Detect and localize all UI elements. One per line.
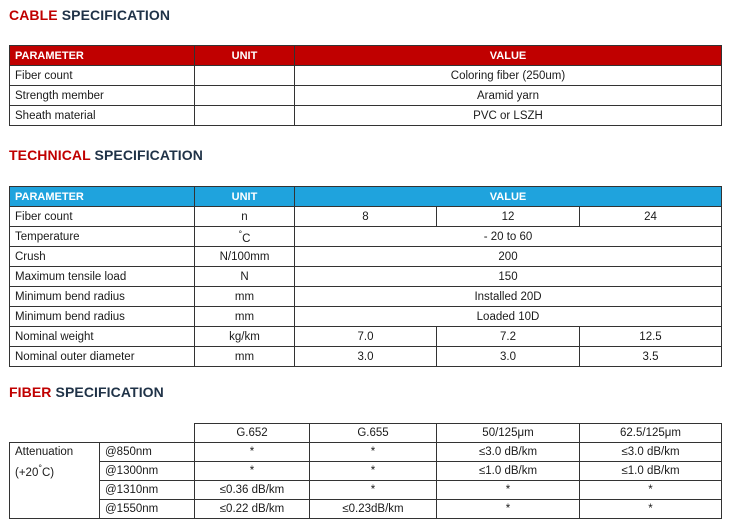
table-row xyxy=(10,481,722,500)
parameter-cell: Strength member xyxy=(10,86,195,106)
value-cell: PVC or LSZH xyxy=(295,106,722,126)
unit-cell: N/100mm xyxy=(195,247,295,267)
header-parameter: PARAMETER xyxy=(10,46,195,66)
value-cell: * xyxy=(437,481,580,500)
fiber-type-header: G.655 xyxy=(310,424,437,443)
fiber-spec-table xyxy=(9,423,722,519)
cable-spec-table xyxy=(9,45,722,126)
unit-cell xyxy=(195,227,295,247)
table-row xyxy=(10,287,722,307)
value-cell: 7.0 xyxy=(295,327,437,347)
value-cell: Installed 20D xyxy=(295,287,722,307)
cable-spec-heading: CABLE SPECIFICATION xyxy=(9,7,171,23)
table-row xyxy=(10,267,722,287)
value-cell: 3.0 xyxy=(437,347,580,367)
value-cell: 24 xyxy=(580,207,722,227)
technical-spec-heading: TECHNICAL SPECIFICATION xyxy=(9,147,203,163)
unit-cell xyxy=(195,66,295,86)
fiber-type-header: 62.5/125μm xyxy=(580,424,722,443)
unit-cell: N xyxy=(195,267,295,287)
technical-spec-table xyxy=(9,186,722,367)
value-cell: * xyxy=(437,500,580,519)
condition-label: (+20°C) xyxy=(10,462,100,481)
unit-cell: mm xyxy=(195,287,295,307)
parameter-cell: Crush xyxy=(10,247,195,267)
value-cell: * xyxy=(195,443,310,462)
table-header-row xyxy=(10,187,722,207)
header-value: VALUE xyxy=(295,187,722,207)
unit-cell: mm xyxy=(195,307,295,327)
unit-cell: kg/km xyxy=(195,327,295,347)
fiber-type-header: 50/125μm xyxy=(437,424,580,443)
value-cell: 3.5 xyxy=(580,347,722,367)
table-header-row xyxy=(10,46,722,66)
wavelength-cell: @1310nm xyxy=(100,481,195,500)
parameter-cell: Fiber count xyxy=(10,207,195,227)
unit-cell xyxy=(195,106,295,126)
parameter-cell: Nominal outer diameter xyxy=(10,347,195,367)
parameter-cell: Sheath material xyxy=(10,106,195,126)
parameter-cell: Nominal weight xyxy=(10,327,195,347)
wavelength-cell: @1550nm xyxy=(100,500,195,519)
parameter-cell: Temperature xyxy=(10,227,195,247)
unit-cell xyxy=(195,86,295,106)
wavelength-cell: @850nm xyxy=(100,443,195,462)
value-cell: ≤0.36 dB/km xyxy=(195,481,310,500)
parameter-cell: Maximum tensile load xyxy=(10,267,195,287)
fiber-type-header: G.652 xyxy=(195,424,310,443)
value-cell: - 20 to 60 xyxy=(295,227,722,247)
value-cell: Coloring fiber (250um) xyxy=(295,66,722,86)
value-cell: * xyxy=(310,481,437,500)
header-value: VALUE xyxy=(295,46,722,66)
wavelength-cell: @1300nm xyxy=(100,462,195,481)
unit-cell: mm xyxy=(195,347,295,367)
value-cell: 12.5 xyxy=(580,327,722,347)
table-row xyxy=(10,462,722,481)
parameter-cell: Fiber count xyxy=(10,66,195,86)
unit-celsius: C xyxy=(242,232,251,245)
attenuation-label: Attenuation xyxy=(10,443,100,462)
value-cell: Loaded 10D xyxy=(295,307,722,327)
header-parameter: PARAMETER xyxy=(10,187,195,207)
value-cell: 12 xyxy=(437,207,580,227)
table-row xyxy=(10,500,722,519)
value-cell: ≤1.0 dB/km xyxy=(580,462,722,481)
table-row xyxy=(10,443,722,462)
table-row xyxy=(10,106,722,126)
value-cell: ≤3.0 dB/km xyxy=(437,443,580,462)
table-row xyxy=(10,247,722,267)
value-cell: ≤1.0 dB/km xyxy=(437,462,580,481)
header-unit: UNIT xyxy=(195,46,295,66)
table-row xyxy=(10,307,722,327)
fiber-spec-heading: FIBER SPECIFICATION xyxy=(9,384,164,400)
value-cell: 200 xyxy=(295,247,722,267)
value-cell: ≤0.22 dB/km xyxy=(195,500,310,519)
table-row xyxy=(10,86,722,106)
value-cell: * xyxy=(310,443,437,462)
value-cell: ≤0.23dB/km xyxy=(310,500,437,519)
unit-cell: n xyxy=(195,207,295,227)
value-cell: * xyxy=(580,481,722,500)
value-cell: * xyxy=(580,500,722,519)
header-unit: UNIT xyxy=(195,187,295,207)
value-cell: * xyxy=(195,462,310,481)
parameter-cell: Minimum bend radius xyxy=(10,287,195,307)
value-cell: 7.2 xyxy=(437,327,580,347)
value-cell: ≤3.0 dB/km xyxy=(580,443,722,462)
parameter-cell: Minimum bend radius xyxy=(10,307,195,327)
table-row xyxy=(10,327,722,347)
value-cell: 3.0 xyxy=(295,347,437,367)
value-cell: Aramid yarn xyxy=(295,86,722,106)
value-cell: * xyxy=(310,462,437,481)
table-header-row xyxy=(10,424,722,443)
value-cell: 150 xyxy=(295,267,722,287)
table-row xyxy=(10,207,722,227)
value-cell: 8 xyxy=(295,207,437,227)
table-row xyxy=(10,227,722,247)
table-row xyxy=(10,66,722,86)
degree-sign: ° xyxy=(238,228,243,239)
table-row xyxy=(10,347,722,367)
